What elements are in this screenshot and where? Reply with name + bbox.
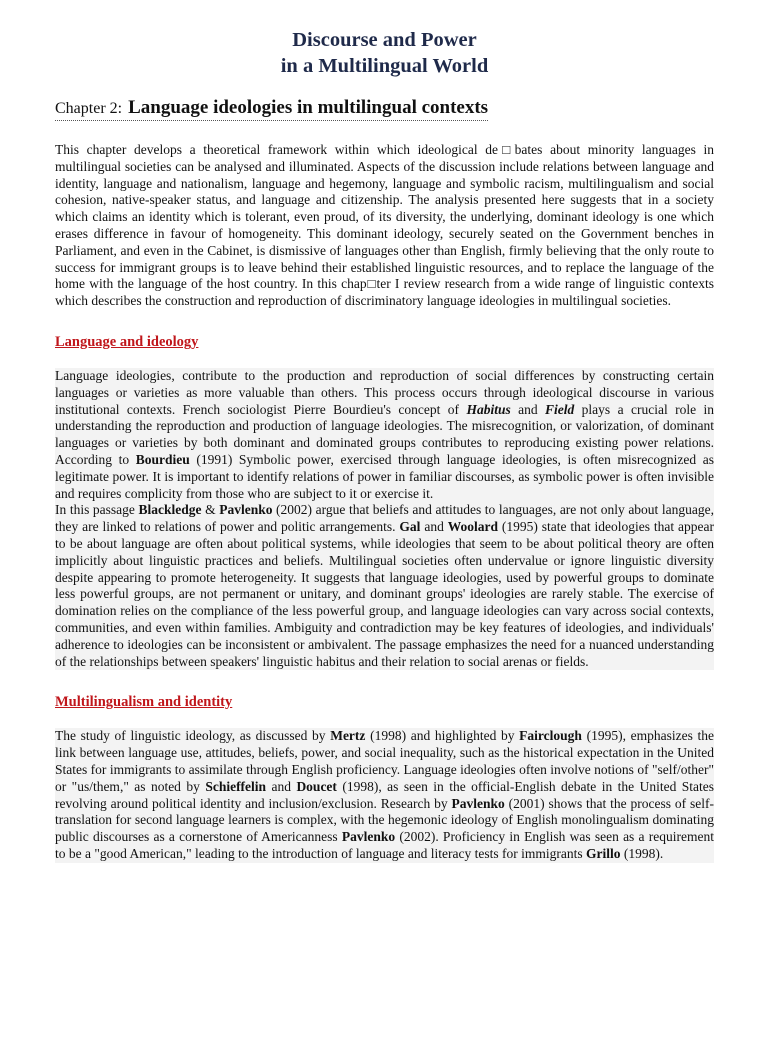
- text-run: Language ideologies, contribute to the production and reproduction of social differences by constructing certain languages or varieties as more valuable than others. This process occurs through ideological discourse in various institutional contexts. French sociologist Pierre Bourdieu's concept of: [55, 367, 714, 417]
- author-mertz: Mertz: [330, 728, 366, 744]
- chapter-prefix: Chapter 2:: [55, 100, 123, 117]
- chapter-heading: [55, 97, 488, 121]
- intro-paragraph: This chapter develops a theoretical framework within which ideological de□bates about minority languages in multilingual societies can be analysed and illuminated. Aspects of the discussion include relations between language and identity, language and nationalism, language and hegemony, language and symbolic racism, multilingualism and social cohesion, native-speaker status, and language and citizenship. The analysis presented here suggests that in a society which claims an identity which is tolerant, even proud, of its diversity, the underlying, dominant ideology is one which erases difference in favour of homogeneity. This dominant ideology, securely seated on the Government benches in Parliament, and even in the Cabinet, is dismissive of languages other than English, firmly believing that the only route to success for immigrant groups is to leave behind their established linguistic resources, and to replace the language of the home with the language of the host country. In this chap□ter I review research from a wide range of linguistic contexts which describes the construction and reproduction of discriminatory language ideologies in multilingual societies.: [55, 142, 714, 309]
- text-run: plays a crucial role in understanding the reproduction and production of language ideologies. The misrecognition, or valorization, of dominant languages or varieties by both dominant and dominated groups contributes to reproducing existing power relations. According to: [55, 401, 714, 467]
- author-pavlenko: Pavlenko: [341, 829, 396, 845]
- section2-paragraph-1: [55, 728, 714, 862]
- text-run: and: [510, 401, 546, 417]
- author-doucet: Doucet: [296, 778, 337, 794]
- text-run: In this passage: [55, 502, 139, 518]
- text-run: (2002) argue that beliefs and attitudes to languages, are not only about language, they are linked to relations of power and politic arrangements.: [55, 502, 714, 535]
- text-run: (2001) shows that the process of self-translation for second language learners is complex, with the hegemonic ideology of English monolingualism dominating public discourses as a cornerstone of Americanness: [55, 795, 714, 845]
- text-run: and: [420, 519, 448, 535]
- author-pavlenko: Pavlenko: [219, 502, 273, 518]
- author-gal: Gal: [399, 519, 421, 535]
- text-run: The study of linguistic ideology, as discussed by: [55, 728, 331, 744]
- text-run: (1995) state that ideologies that appear to be about language are often about political systems, while ideologies that seem to be about political theory are often implicitly about linguistic practices and beliefs. Multilingual societies often undervalue or ignore linguistic diversity despite appearing to promote heterogeneity. It suggests that language ideologies, used by powerful groups to dominate less powerful groups, are not permanent or unitary, and dominant groups' ideologies are rarely stable. The exercise of domination relies on the compliance of the less powerful group, and language ideologies can vary across social contexts, communities, and even within families. Ambiguity and contradiction may be key features of ideologies, and individuals' adherence to ideologies can be inconsistent or ambivalent. The passage emphasizes the need for a nuanced understanding of the relationships between speakers' linguistic habitus and their relation to social arenas or fields.: [55, 519, 715, 669]
- term-field: Field: [545, 401, 575, 417]
- section1-paragraph-2: [55, 502, 714, 670]
- text-run: (2002). Proficiency in English was seen as a requirement to be a "good American," leading to the introduction of language and literacy tests for immigrants: [55, 829, 714, 861]
- title-line-2: in a Multilingual World: [280, 55, 489, 77]
- author-schieffelin: Schieffelin: [205, 778, 267, 794]
- term-habitus: Habitus: [466, 401, 511, 417]
- text-run: and: [266, 778, 297, 794]
- author-fairclough: Fairclough: [519, 728, 582, 744]
- section-heading-language-ideology: Language and ideology: [55, 333, 199, 350]
- text-run: &: [201, 502, 220, 518]
- document-title: [55, 27, 714, 79]
- author-woolard: Woolard: [447, 519, 498, 535]
- section1-paragraph-1: [55, 368, 714, 502]
- author-pavlenko: Pavlenko: [451, 795, 505, 811]
- author-blackledge: Blackledge: [138, 502, 202, 518]
- text-run: (1998) and highlighted by: [365, 728, 520, 744]
- chapter-title: Language ideologies in multilingual contexts: [128, 97, 489, 118]
- text-run: (1995), emphasizes the link between language use, attitudes, beliefs, power, and social inequality, such as the historical expectation in the United States for immigrants to assimilate through English proficiency. Language ideologies often involve notions of "self/other" or "us/them," as noted by: [55, 728, 714, 794]
- author-bourdieu: Bourdieu: [135, 451, 190, 467]
- text-run: (1998).: [620, 845, 664, 861]
- text-run: (1991) Symbolic power, exercised through language ideologies, is often misrecognized as legitimate power. It is important to identify relations of power in familiar discourses, as symbolic power is often invisible and requires complicity from those who are subject to it or exercise it.: [55, 451, 714, 501]
- text-run: (1998), as seen in the official-English debate in the United States revolving around political identity and inclusion/exclusion. Research by: [55, 778, 714, 811]
- author-grillo: Grillo: [586, 845, 621, 861]
- title-line-1: Discourse and Power: [292, 29, 477, 51]
- section-heading-multilingualism-identity: Multilingualism and identity: [55, 694, 233, 711]
- document-page: [0, 27, 768, 1051]
